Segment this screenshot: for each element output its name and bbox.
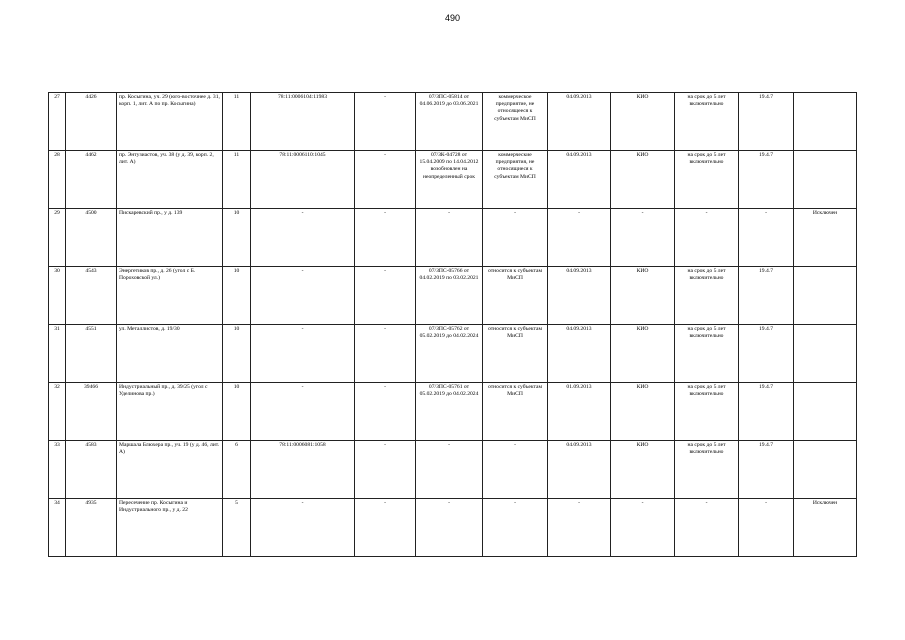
cell-column-12: 19.4.7 — [739, 325, 794, 383]
table-row — [49, 499, 857, 557]
cell-category: - — [483, 499, 548, 557]
cell-column-12: - — [739, 499, 794, 557]
cell-column-12: 19.4.7 — [739, 267, 794, 325]
cell-number: 27 — [49, 93, 66, 151]
cell-area: 11 — [223, 93, 251, 151]
cell-cadastral: - — [251, 499, 355, 557]
cell-note — [794, 267, 857, 325]
cell-cadastral: 78:11:0006110:1045 — [251, 151, 355, 209]
cell-number: 31 — [49, 325, 66, 383]
table-row — [49, 267, 857, 325]
cell-cadastral: 78:11:0006104:11983 — [251, 93, 355, 151]
cell-date: - — [548, 499, 611, 557]
cell-term: на срок до 5 лет включительно — [675, 267, 739, 325]
cell-address: Пересечение пр. Косыгина и Индустриального пр., у д. 22 — [117, 499, 223, 557]
cell-date: 04.09.2013 — [548, 441, 611, 499]
cell-document: - — [416, 499, 483, 557]
cell-organization: КИО — [611, 93, 675, 151]
cell-area: 10 — [223, 267, 251, 325]
cell-area: 11 — [223, 151, 251, 209]
cell-area: 5 — [223, 499, 251, 557]
cell-address: ул. Металлистов, д. 19/30 — [117, 325, 223, 383]
cell-number: 29 — [49, 209, 66, 267]
cell-organization: КИО — [611, 267, 675, 325]
cell-organization: - — [611, 209, 675, 267]
cell-note — [794, 383, 857, 441]
cell-column-6: - — [355, 151, 416, 209]
cell-id: 4543 — [66, 267, 117, 325]
cell-column-6: - — [355, 441, 416, 499]
cell-term: на срок до 5 лет включительно — [675, 325, 739, 383]
cell-column-6: - — [355, 325, 416, 383]
cell-organization: КИО — [611, 151, 675, 209]
cell-organization: КИО — [611, 383, 675, 441]
cell-term: на срок до 5 лет включительно — [675, 93, 739, 151]
table-row — [49, 325, 857, 383]
cell-id: 4935 — [66, 499, 117, 557]
cell-organization: КИО — [611, 325, 675, 383]
cell-column-12: 19.4.7 — [739, 383, 794, 441]
cell-category: коммерческое предприятие, не относящееся к субъектам МиСП — [483, 93, 548, 151]
cell-area: 6 — [223, 441, 251, 499]
cell-term: на срок до 5 лет включительно — [675, 441, 739, 499]
cell-id: 4551 — [66, 325, 117, 383]
cell-note — [794, 441, 857, 499]
cell-term: - — [675, 209, 739, 267]
cell-note — [794, 325, 857, 383]
cell-id: 4426 — [66, 93, 117, 151]
registry-table-body — [49, 93, 857, 557]
cell-date: 04.09.2013 — [548, 325, 611, 383]
cell-cadastral: - — [251, 209, 355, 267]
cell-column-12: - — [739, 209, 794, 267]
cell-id: 4583 — [66, 441, 117, 499]
cell-column-12: 19.4.7 — [739, 441, 794, 499]
cell-date: 04.09.2013 — [548, 93, 611, 151]
cell-column-6: - — [355, 267, 416, 325]
cell-document: - — [416, 441, 483, 499]
cell-document: 07/ЗК-04728 от 15.04.2009 по 14.04.2012 возобновлен на неопределенный срок — [416, 151, 483, 209]
cell-address: Индустриальный пр., д. 39/25 (угол с Уделинова пр.) — [117, 383, 223, 441]
cell-id: 4500 — [66, 209, 117, 267]
cell-column-6: - — [355, 499, 416, 557]
cell-column-12: 19.4.7 — [739, 93, 794, 151]
cell-address: пр. Энтузиастов, уч. 38 (у д. 39, корп. 2, лит. А) — [117, 151, 223, 209]
cell-area: 10 — [223, 209, 251, 267]
cell-address: Пискаревский пр., у д. 139 — [117, 209, 223, 267]
cell-document: 07/ЗПС-05762 от 05.02.2019 до 04.02.2024 — [416, 325, 483, 383]
cell-area: 10 — [223, 383, 251, 441]
cell-category: относится к субъектам МиСП — [483, 325, 548, 383]
cell-address: Энергетиков пр., д. 26 (угол с Б. Пороховской ул.) — [117, 267, 223, 325]
cell-date: - — [548, 209, 611, 267]
cell-note: Исключен — [794, 499, 857, 557]
cell-cadastral: 78:11:0006081:1058 — [251, 441, 355, 499]
cell-cadastral: - — [251, 325, 355, 383]
cell-term: - — [675, 499, 739, 557]
cell-document: 07/ЗПС-05814 от 04.06.2019 до 03.06.2021 — [416, 93, 483, 151]
cell-date: 04.09.2013 — [548, 267, 611, 325]
cell-category: - — [483, 441, 548, 499]
cell-organization: КИО — [611, 441, 675, 499]
cell-note — [794, 151, 857, 209]
cell-number: 33 — [49, 441, 66, 499]
cell-document: 07/ЗПС-05761 от 05.02.2019 до 04.02.2024 — [416, 383, 483, 441]
cell-id: 39466 — [66, 383, 117, 441]
cell-category: - — [483, 209, 548, 267]
cell-term: на срок до 5 лет включительно — [675, 383, 739, 441]
cell-number: 28 — [49, 151, 66, 209]
cell-note — [794, 93, 857, 151]
cell-number: 32 — [49, 383, 66, 441]
cell-id: 4462 — [66, 151, 117, 209]
table-row — [49, 383, 857, 441]
cell-address: Маршала Блюхера пр., уч. 19 (у д. 46, лит. А) — [117, 441, 223, 499]
cell-column-6: - — [355, 383, 416, 441]
cell-number: 34 — [49, 499, 66, 557]
cell-document: 07/ЗПС-05766 от 04.02.2019 по 03.02.2021 — [416, 267, 483, 325]
cell-column-12: 19.4.7 — [739, 151, 794, 209]
cell-area: 10 — [223, 325, 251, 383]
cell-category: коммерческие предприятия, не относящиеся к субъектам МиСП — [483, 151, 548, 209]
cell-term: на срок до 5 лет включительно — [675, 151, 739, 209]
cell-note: Исключен — [794, 209, 857, 267]
cell-date: 04.09.2013 — [548, 151, 611, 209]
page-number: 490 — [444, 13, 461, 23]
cell-document: - — [416, 209, 483, 267]
table-row — [49, 151, 857, 209]
cell-cadastral: - — [251, 267, 355, 325]
registry-table — [48, 92, 857, 557]
cell-number: 30 — [49, 267, 66, 325]
table-row — [49, 93, 857, 151]
cell-cadastral: - — [251, 383, 355, 441]
cell-date: 01.09.2013 — [548, 383, 611, 441]
cell-organization: - — [611, 499, 675, 557]
cell-category: относится к субъектам МиСП — [483, 383, 548, 441]
table-row — [49, 441, 857, 499]
cell-address: пр. Косыгина, уч. 29 (юго-восточнее д. 31, корп. 1, лит. А по пр. Косыгина) — [117, 93, 223, 151]
cell-category: относится к субъектам МиСП — [483, 267, 548, 325]
cell-column-6: - — [355, 209, 416, 267]
cell-column-6: - — [355, 93, 416, 151]
table-row — [49, 209, 857, 267]
